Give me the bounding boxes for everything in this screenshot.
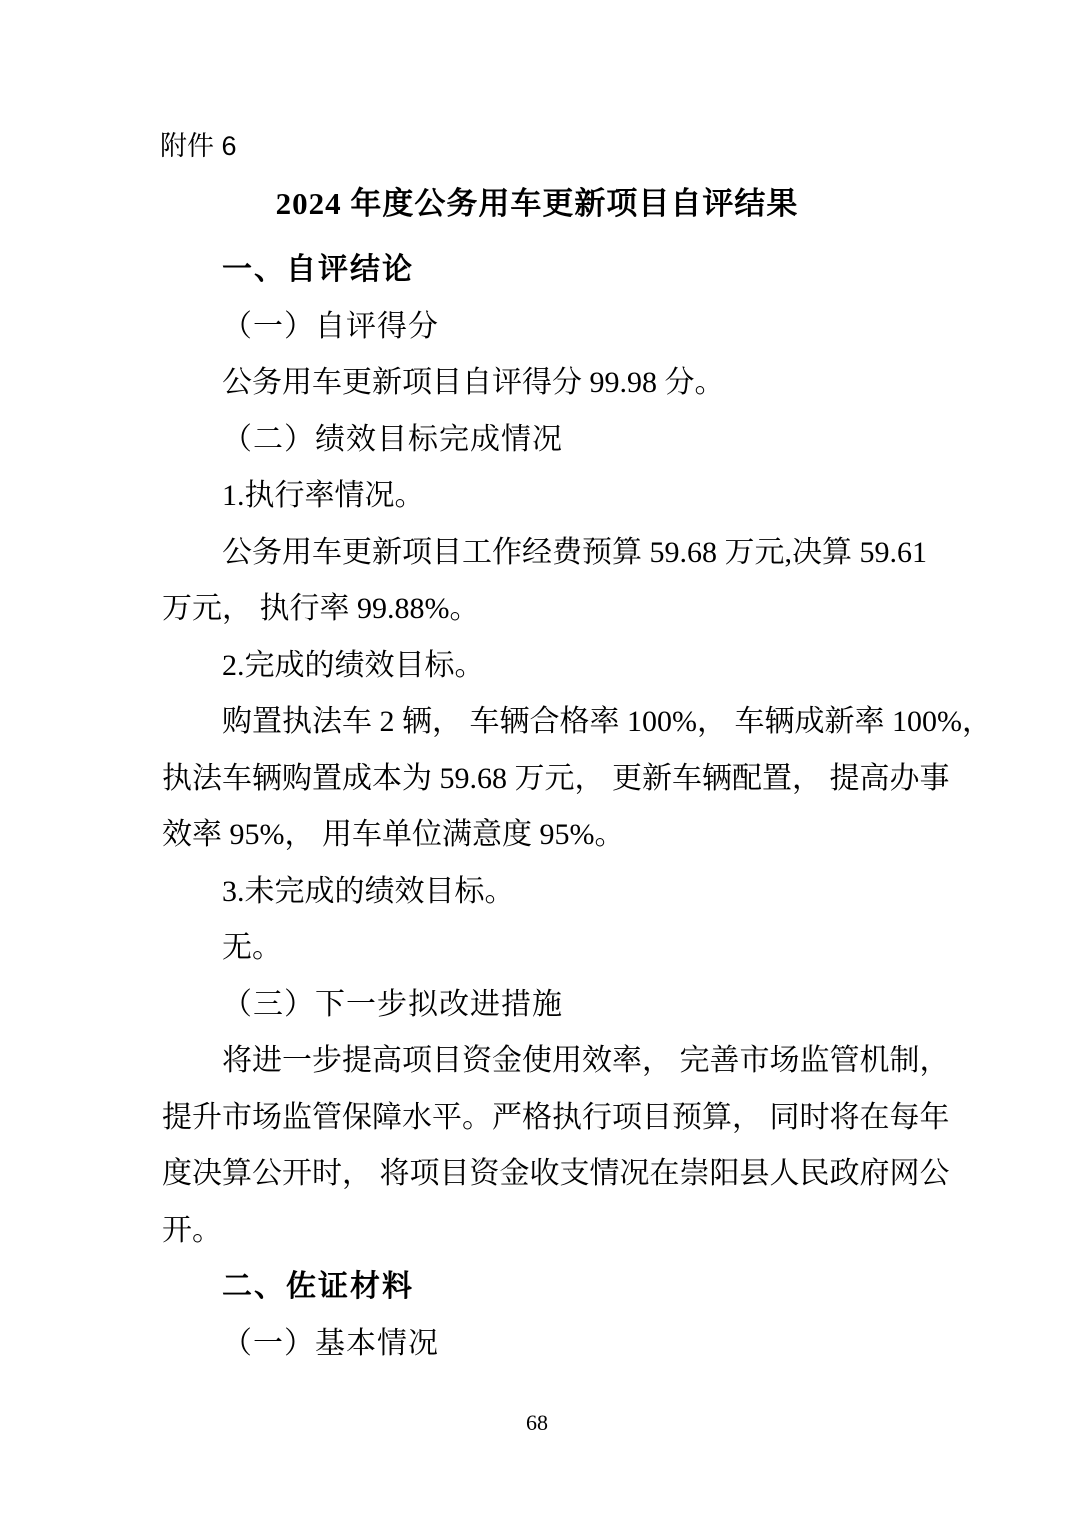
text-line: 提升市场监管保障水平。严格执行项目预算， 同时将在每年 — [162, 1100, 950, 1134]
text-line: 3.未完成的绩效目标。 — [222, 874, 515, 908]
text-line: 2.完成的绩效目标。 — [222, 648, 485, 682]
section-heading: 二、佐证材料 — [222, 1270, 414, 1303]
document-title: 2024 年度公务用车更新项目自评结果 — [275, 186, 799, 221]
section-heading: 一、自评结论 — [222, 253, 414, 286]
document-body — [162, 242, 992, 1372]
text-line: 无。 — [222, 931, 282, 964]
sub-heading: （三）下一步拟改进措施 — [222, 987, 563, 1021]
sub-heading: （二）绩效目标完成情况 — [222, 422, 563, 456]
text-line: 开。 — [162, 1213, 222, 1247]
sub-heading: （一）基本情况 — [222, 1326, 439, 1360]
attachment-label: 附件 6 — [160, 131, 237, 161]
page-number: 68 — [526, 1410, 548, 1435]
text-line: 效率 95%， 用车单位满意度 95%。 — [162, 818, 625, 851]
text-line: 公务用车更新项目自评得分 99.98 分。 — [222, 366, 725, 399]
sub-heading: （一）自评得分 — [222, 309, 439, 343]
text-line: 执法车辆购置成本为 59.68 万元， 更新车辆配置， 提高办事 — [162, 761, 950, 795]
text-line: 1.执行率情况。 — [222, 479, 425, 512]
text-line: 万元， 执行率 99.88%。 — [162, 592, 480, 625]
text-line: 购置执法车 2 辆， 车辆合格率 100%， 车辆成新率 100%， — [222, 705, 992, 738]
text-line: 公务用车更新项目工作经费预算 59.68 万元,决算 59.61 — [222, 535, 927, 569]
text-line: 度决算公开时， 将项目资金收支情况在崇阳县人民政府网公 — [162, 1157, 950, 1190]
text-line: 将进一步提高项目资金使用效率， 完善市场监管机制， — [222, 1044, 950, 1077]
